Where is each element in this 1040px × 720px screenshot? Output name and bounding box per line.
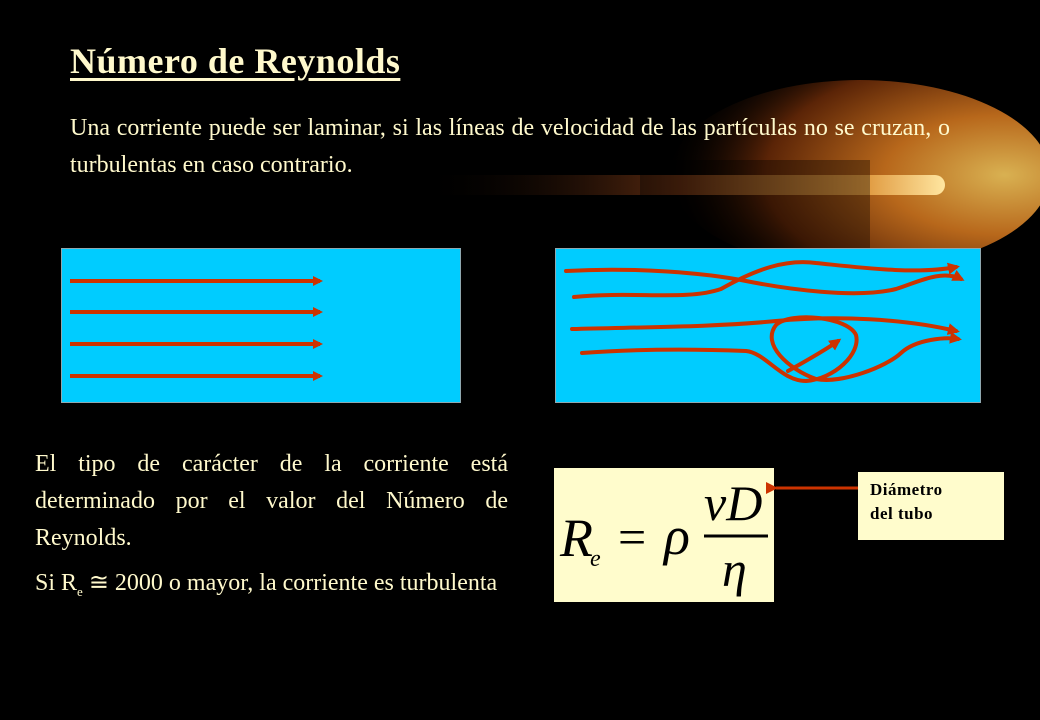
formula-lhs-subscript: e <box>590 546 601 572</box>
turbulent-streamline <box>572 318 956 331</box>
turbulent-flow-diagram <box>555 248 981 403</box>
turbulent-streamline <box>566 270 961 293</box>
formula-denominator: η <box>722 541 747 597</box>
diameter-label <box>858 472 1004 540</box>
reynolds-description: El tipo de carácter de la corriente está determinado por el valor del Número de Reynolds. <box>35 451 508 551</box>
formula-lhs: R <box>560 508 593 568</box>
turbulent-streamline <box>574 262 956 297</box>
diameter-label-line2: del tubo <box>870 504 934 523</box>
turbulence-condition: Si $R_e$ ≅ 2000 o mayor, la corriente es turbulenta <box>35 570 498 599</box>
formula-rho: ρ <box>664 506 690 566</box>
laminar-flow-diagram <box>61 248 461 403</box>
formula-equals: = <box>618 509 647 565</box>
page-title: Número de Reynolds <box>70 41 401 81</box>
turbulent-streamline <box>788 341 838 371</box>
intro-paragraph: Una corriente puede ser laminar, si las líneas de velocidad de las partículas no se cruzan, o turbulentas en caso contrario. <box>70 115 950 178</box>
explanation-text <box>35 446 508 618</box>
diameter-label-line1: Diámetro <box>870 480 943 499</box>
formula-numerator: vD <box>704 475 763 531</box>
reynolds-formula <box>554 468 774 602</box>
